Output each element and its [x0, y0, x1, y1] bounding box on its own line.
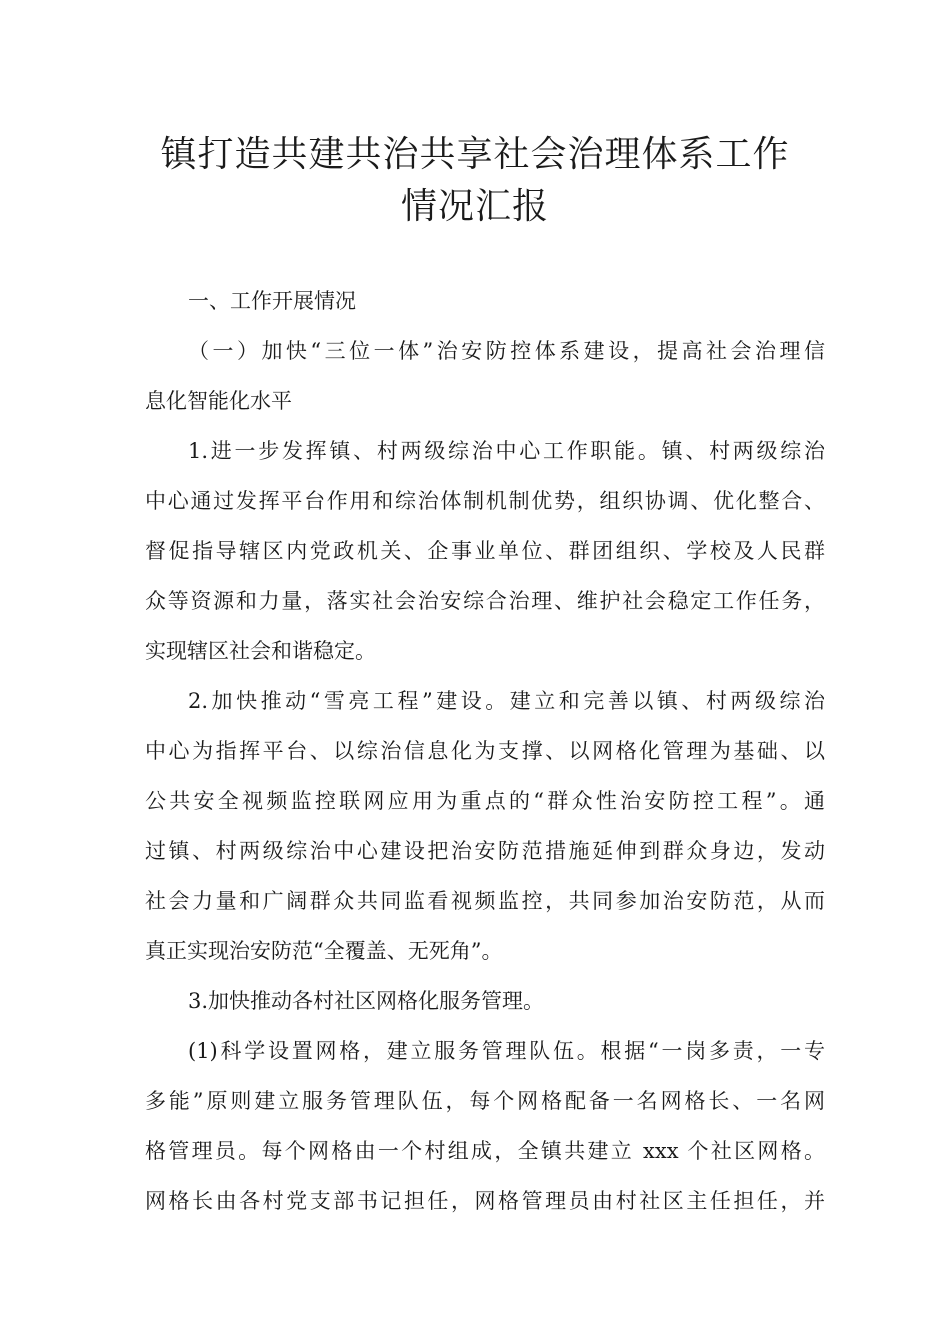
- paragraph-line: 过镇、村两级综治中心建设把治安防范措施延伸到群众身边，发动: [145, 839, 825, 863]
- paragraph-line: 督促指导辖区内党政机关、企事业单位、群团组织、学校及人民群: [145, 539, 825, 563]
- paragraph-line: 中心通过发挥平台作用和综治体制机制优势，组织协调、优化整合、: [145, 489, 825, 513]
- paragraph-line: 实现辖区社会和谐稳定。: [145, 639, 376, 663]
- paragraph-line: 1.进一步发挥镇、村两级综治中心工作职能。镇、村两级综治: [188, 439, 825, 463]
- paragraph-line: 众等资源和力量，落实社会治安综合治理、维护社会稳定工作任务，: [145, 589, 825, 613]
- paragraph-line: 2.加快推动“雪亮工程”建设。建立和完善以镇、村两级综治: [188, 689, 825, 713]
- document-title-line-2: 情况汇报: [400, 186, 549, 227]
- paragraph-line: 格管理员。每个网格由一个村组成，全镇共建立 xxx 个社区网格。: [145, 1139, 825, 1163]
- paragraph-line: 3.加快推动各村社区网格化服务管理。: [188, 989, 545, 1013]
- section-heading: 一、工作开展情况: [188, 289, 356, 313]
- document-title-line-1: 镇打造共建共治共享社会治理体系工作: [160, 134, 790, 175]
- subsection-heading-line: （一）加快“三位一体”治安防控体系建设，提高社会治理信: [188, 339, 825, 363]
- paragraph-line: 多能”原则建立服务管理队伍，每个网格配备一名网格长、一名网: [145, 1089, 825, 1113]
- subsection-heading-line: 息化智能化水平: [145, 389, 292, 413]
- paragraph-line: 真正实现治安防范“全覆盖、无死角”。: [145, 939, 503, 963]
- paragraph-line: 网格长由各村党支部书记担任，网格管理员由村社区主任担任，并: [145, 1189, 825, 1213]
- paragraph-line: 公共安全视频监控联网应用为重点的“群众性治安防控工程”。通: [145, 789, 825, 813]
- paragraph-line: 中心为指挥平台、以综治信息化为支撑、以网格化管理为基础、以: [145, 739, 825, 763]
- paragraph-line: 社会力量和广阔群众共同监看视频监控，共同参加治安防范，从而: [145, 889, 825, 913]
- paragraph-line: (1)科学设置网格，建立服务管理队伍。根据“一岗多责，一专: [188, 1039, 825, 1063]
